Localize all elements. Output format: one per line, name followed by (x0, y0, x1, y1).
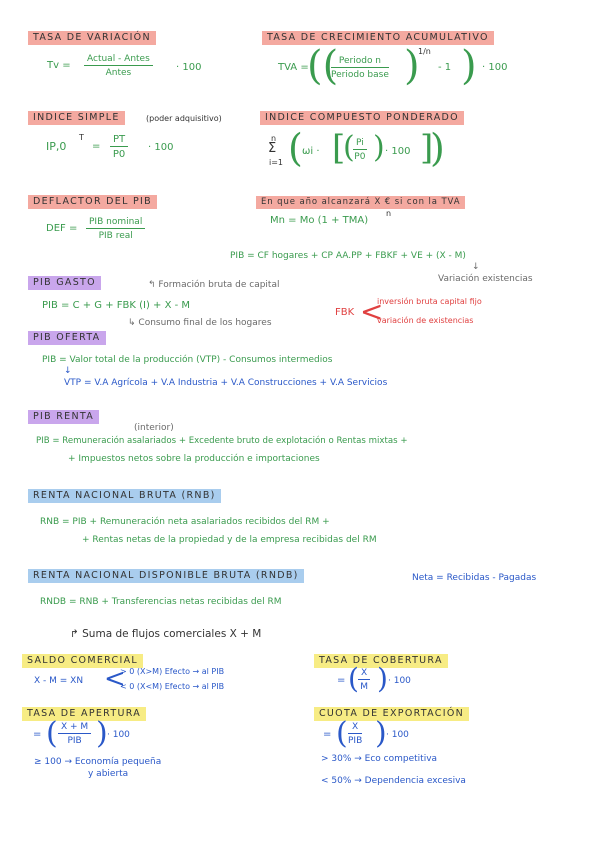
crecimiento-paren-close: ) (461, 43, 477, 89)
apertura-note-2: y abierta (88, 769, 129, 779)
section-title-exportacion: CUOTA DE EXPORTACIÓN (314, 707, 469, 721)
variacion-fraction (84, 54, 153, 78)
cobertura-mult: · 100 (388, 676, 411, 686)
alcanza-exponent: n (386, 209, 392, 218)
exportacion-note-2: < 50% → Dependencia excesiva (321, 776, 466, 786)
oferta-line-2: VTP = V.A Agrícola + V.A Industria + V.A Construcciones + V.A Servicios (64, 378, 388, 388)
cobertura-paren-open: ( (348, 662, 359, 695)
renta-line-1: PIB = Remuneración asalariados + Excedente bruto de explotación o Rentas mixtas + (36, 436, 408, 446)
indice-simple-lhs: IP,0 (46, 140, 67, 153)
deflactor-numerator: PIB nominal (86, 217, 145, 229)
section-title-cobertura: TASA DE COBERTURA (314, 654, 448, 668)
compuesto-bracket-open: [ (332, 128, 346, 168)
apertura-note-1: ≥ 100 → Economía pequeña (34, 757, 162, 767)
exportacion-denominator: PIB (348, 736, 363, 746)
compuesto-sum-sign: Σ (268, 141, 277, 156)
cobertura-fraction (358, 668, 370, 692)
compuesto-inner-paren-open: ( (343, 130, 355, 165)
crecimiento-paren-mid: ) (404, 43, 420, 89)
indice-simple-mult: · 100 (148, 142, 174, 153)
exportacion-note-1: > 30% → Eco competitiva (321, 754, 438, 764)
gasto-note-top: ↰ Formación bruta de capital (148, 280, 280, 290)
compuesto-denominator: P0 (354, 152, 366, 162)
renta-line-2: + Impuestos netos sobre la producción e importaciones (68, 454, 320, 464)
indice-simple-fraction (110, 134, 128, 160)
saldo-brace: < (104, 664, 126, 694)
section-title-deflactor: DEFLACTOR DEL PIB (28, 195, 157, 209)
alcanza-formula: Mn = Mo (1 + TMA) (270, 215, 369, 226)
indice-simple-denominator: P0 (112, 149, 126, 160)
saldo-formula: X - M = XN (34, 676, 84, 686)
crecimiento-mult: · 100 (482, 62, 508, 73)
compuesto-fraction (353, 138, 367, 162)
compuesto-sum-bottom: i=1 (269, 158, 284, 167)
fbk-item-2: variación de existencias (377, 316, 474, 325)
section-title-pib-gasto: PIB GASTO (28, 276, 101, 290)
fbk-brace: < (360, 295, 384, 328)
cobertura-paren-close: ) (377, 662, 388, 695)
compuesto-sum-top: n (271, 134, 277, 143)
saldo-note-text: Suma de flujos comerciales X + M (82, 628, 262, 640)
variacion-mult: · 100 (176, 62, 202, 73)
apertura-numerator: X + M (58, 722, 91, 734)
rnb-line-1: RNB = PIB + Remuneración neta asalariados recibidos del RM + (40, 517, 330, 527)
apertura-mult: · 100 (107, 730, 130, 740)
apertura-eq: = (33, 729, 42, 740)
crecimiento-denominator: Periodo base (331, 70, 389, 80)
section-title-tasa-crecimiento: TASA DE CRECIMIENTO ACUMULATIVO (262, 31, 494, 45)
saldo-case-2: < 0 (X<M) Efecto → al PIB (120, 682, 225, 691)
compuesto-weight: ωi · (302, 146, 320, 157)
section-title-saldo: SALDO COMERCIAL (22, 654, 143, 668)
crecimiento-numerator: Periodo n (331, 56, 389, 68)
crecimiento-paren-open: (( (307, 43, 339, 89)
crecimiento-lhs: TVA = (278, 62, 309, 73)
apertura-paren-close: ) (96, 716, 108, 751)
crecimiento-exponent: 1/n (418, 47, 431, 56)
compuesto-numerator: Pi (353, 138, 367, 150)
indice-simple-lhs-sup: T (79, 133, 84, 142)
apertura-paren-open: ( (46, 716, 58, 751)
crecimiento-minus: - 1 (438, 62, 452, 73)
cobertura-eq: = (337, 675, 346, 686)
exportacion-fraction (348, 722, 362, 746)
rndb-line-1: RNDB = RNB + Transferencias netas recibidas del RM (40, 597, 282, 607)
fbk-item-1: inversión bruta capital fijo (377, 297, 482, 306)
exportacion-mult: · 100 (386, 730, 409, 740)
deflactor-denominator: PIB real (98, 231, 133, 241)
compuesto-inner-paren-close: ) (373, 130, 385, 165)
saldo-note: ↱ Suma de flujos comerciales X + M (70, 628, 262, 640)
compuesto-paren-close: ) (430, 126, 445, 170)
section-title-pib-oferta: PIB OFERTA (28, 331, 106, 345)
compuesto-mult: · 100 (385, 146, 411, 157)
variacion-numerator: Actual - Antes (84, 54, 153, 66)
oferta-arrow: ↓ (64, 366, 72, 376)
cobertura-denominator: M (360, 682, 368, 692)
gasto-note-top-text: Formación bruta de capital (158, 280, 280, 290)
gasto-note-bottom-text: Consumo final de los hogares (138, 318, 272, 328)
cobertura-numerator: X (358, 668, 370, 680)
indice-simple-eq: = (92, 141, 101, 152)
apertura-fraction (58, 722, 91, 746)
gasto-note-bottom: ↳ Consumo final de los hogares (128, 318, 272, 328)
pib-gasto-equation: PIB = CF hogares + CP AA.PP + FBKF + VE + (X - M) (230, 251, 466, 261)
section-title-indice-simple: INDICE SIMPLE (28, 111, 125, 125)
exportacion-paren-close: ) (375, 716, 387, 751)
apertura-denominator: PIB (67, 736, 82, 746)
section-title-apertura: TASA DE APERTURA (22, 707, 146, 721)
compuesto-bracket-close: ] (420, 128, 434, 168)
section-title-pib-renta: PIB RENTA (28, 410, 99, 424)
compuesto-paren-open: ( (288, 126, 303, 170)
fbk-label: FBK (335, 307, 355, 318)
crecimiento-fraction (331, 56, 389, 80)
oferta-line-1: PIB = Valor total de la producción (VTP) - Consumos intermedios (42, 355, 333, 365)
exportacion-eq: = (323, 729, 332, 740)
variacion-denominator: Antes (105, 68, 132, 78)
rnb-line-2: + Rentas netas de la propiedad y de la empresa recibidas del RM (82, 535, 377, 545)
pib-eq-note: Variación existencias (438, 274, 533, 284)
indice-simple-numerator: PT (110, 134, 128, 147)
section-title-rndb: RENTA NACIONAL DISPONIBLE BRUTA (RNDB) (28, 569, 304, 583)
section-title-indice-compuesto: INDICE COMPUESTO PONDERADO (260, 111, 464, 125)
section-title-rnb: RENTA NACIONAL BRUTA (RNB) (28, 489, 221, 503)
gasto-formula: PIB = C + G + FBK (I) + X - M (42, 300, 191, 311)
deflactor-lhs: DEF = (46, 223, 78, 234)
exportacion-numerator: X (348, 722, 362, 734)
exportacion-paren-open: ( (336, 716, 348, 751)
renta-note: (interior) (134, 423, 174, 433)
indice-simple-note: (poder adquisitivo) (146, 114, 222, 123)
deflactor-fraction (86, 217, 145, 241)
pib-eq-arrow: ↓ (472, 262, 480, 272)
variacion-lhs: Tv = (47, 60, 71, 71)
section-title-tasa-variacion: TASA DE VARIACIÓN (28, 31, 156, 45)
section-title-alcanza: En que año alcanzará X € si con la TVA (256, 196, 465, 209)
saldo-case-1: > 0 (X>M) Efecto → al PIB (120, 667, 225, 676)
rndb-note: Neta = Recibidas - Pagadas (412, 573, 537, 583)
